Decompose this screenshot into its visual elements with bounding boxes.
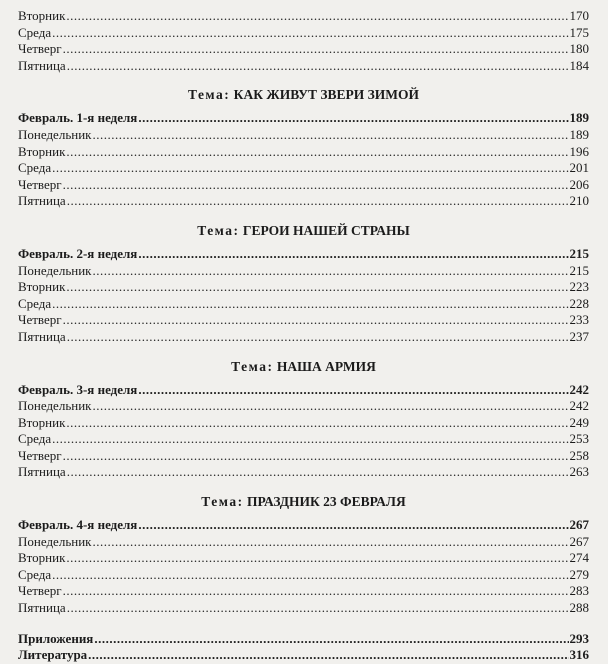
toc-page-number: 316 xyxy=(569,647,589,663)
dot-leader xyxy=(63,448,569,465)
dot-leader xyxy=(63,177,569,194)
toc-entry xyxy=(18,296,589,313)
theme-prefix: Тема: xyxy=(201,494,244,510)
toc-entry xyxy=(18,550,589,567)
toc-week-entry xyxy=(18,382,589,399)
toc-page-number: 233 xyxy=(569,312,589,328)
dot-leader xyxy=(63,583,569,600)
toc-page-number: 283 xyxy=(569,583,589,599)
dot-leader xyxy=(66,415,568,432)
toc-week-entry xyxy=(18,631,589,648)
dot-leader xyxy=(52,296,568,313)
toc-page-number: 274 xyxy=(569,550,589,566)
toc-entry-label: Четверг xyxy=(18,583,62,599)
toc-entry-label: Понедельник xyxy=(18,398,92,414)
dot-leader xyxy=(66,550,568,567)
dot-leader xyxy=(92,534,568,551)
dot-leader xyxy=(66,279,568,296)
toc-page-number: 180 xyxy=(569,41,589,57)
toc-entry xyxy=(18,567,589,584)
toc-entry xyxy=(18,279,589,296)
toc-entry xyxy=(18,193,589,210)
toc-week-entry xyxy=(18,110,589,127)
dot-leader xyxy=(52,431,568,448)
toc-entry xyxy=(18,448,589,465)
toc-entry xyxy=(18,58,589,75)
dot-leader xyxy=(138,246,568,263)
toc-entry xyxy=(18,144,589,161)
toc-entry xyxy=(18,600,589,617)
table-of-contents xyxy=(18,8,589,664)
toc-entry-label: Февраль. 4-я неделя xyxy=(18,517,138,533)
toc-page-number: 170 xyxy=(569,8,589,23)
dot-leader xyxy=(67,193,569,210)
toc-page-number: 175 xyxy=(569,24,589,40)
toc-page-number: 237 xyxy=(569,328,589,344)
toc-page-number: 206 xyxy=(569,176,589,192)
dot-leader xyxy=(92,127,568,144)
toc-page-number: 196 xyxy=(569,143,589,159)
dot-leader xyxy=(92,263,568,280)
dot-leader xyxy=(138,382,568,399)
toc-week-entry xyxy=(18,517,589,534)
toc-page-number: 263 xyxy=(569,464,589,480)
dot-leader xyxy=(92,398,568,415)
toc-entry-label: Вторник xyxy=(18,8,66,23)
toc-entry xyxy=(18,583,589,600)
toc-entry-label: Февраль. 1-я неделя xyxy=(18,110,138,126)
toc-page-number: 189 xyxy=(569,126,589,142)
toc-entry-label: Приложения xyxy=(18,630,94,646)
toc-entry-label: Среда xyxy=(18,24,52,40)
toc-entry-label: Вторник xyxy=(18,279,66,295)
dot-leader xyxy=(63,312,569,329)
toc-entry xyxy=(18,431,589,448)
toc-entry-label: Вторник xyxy=(18,414,66,430)
theme-heading xyxy=(18,86,589,104)
theme-heading xyxy=(18,222,589,240)
toc-entry-label: Пятница xyxy=(18,193,66,209)
toc-page-number: 242 xyxy=(569,381,589,397)
theme-heading xyxy=(18,493,589,511)
toc-page-number: 267 xyxy=(569,533,589,549)
theme-prefix: Тема: xyxy=(197,222,240,238)
toc-page-number: 215 xyxy=(569,262,589,278)
toc-entry-label: Февраль. 3-я неделя xyxy=(18,381,138,397)
toc-week-entry xyxy=(18,647,589,664)
toc-entry-label: Пятница xyxy=(18,464,66,480)
toc-page-number: 249 xyxy=(569,414,589,430)
toc-entry-label: Понедельник xyxy=(18,533,92,549)
toc-entry-label: Среда xyxy=(18,295,52,311)
theme-title: НАША АРМИЯ xyxy=(276,358,376,374)
dot-leader xyxy=(52,160,568,177)
toc-entry-label: Вторник xyxy=(18,550,66,566)
toc-entry xyxy=(18,177,589,194)
dot-leader xyxy=(67,329,569,346)
toc-page-number: 242 xyxy=(569,398,589,414)
toc-entry-label: Литература xyxy=(18,647,88,663)
dot-leader xyxy=(67,58,569,75)
toc-page-number: 201 xyxy=(569,160,589,176)
toc-page-number: 253 xyxy=(569,431,589,447)
toc-entry-label: Пятница xyxy=(18,57,66,73)
toc-page-number: 258 xyxy=(569,447,589,463)
toc-entry xyxy=(18,464,589,481)
toc-entry xyxy=(18,398,589,415)
toc-entry xyxy=(18,415,589,432)
dot-leader xyxy=(88,647,568,664)
dot-leader xyxy=(63,41,569,58)
toc-page-number: 210 xyxy=(569,193,589,209)
toc-entry xyxy=(18,160,589,177)
toc-entry xyxy=(18,8,589,25)
toc-entry xyxy=(18,534,589,551)
toc-page-number: 293 xyxy=(569,630,589,646)
toc-page-number: 184 xyxy=(569,57,589,73)
theme-prefix: Тема: xyxy=(231,358,274,374)
dot-leader xyxy=(94,631,568,648)
toc-entry-label: Четверг xyxy=(18,41,62,57)
theme-title: КАК ЖИВУТ ЗВЕРИ ЗИМОЙ xyxy=(233,87,420,103)
toc-page-number: 215 xyxy=(569,245,589,261)
toc-page-number: 223 xyxy=(569,279,589,295)
toc-entry-label: Среда xyxy=(18,160,52,176)
theme-prefix: Тема: xyxy=(187,87,231,103)
toc-entry-label: Четверг xyxy=(18,447,62,463)
theme-heading xyxy=(18,358,589,376)
toc-page-number: 279 xyxy=(569,566,589,582)
theme-title: ГЕРОИ НАШЕЙ СТРАНЫ xyxy=(242,222,410,238)
toc-week-entry xyxy=(18,246,589,263)
toc-entry-label: Вторник xyxy=(18,143,66,159)
toc-entry-label: Среда xyxy=(18,431,52,447)
toc-entry-label: Четверг xyxy=(18,176,62,192)
toc-entry xyxy=(18,329,589,346)
toc-entry-label: Пятница xyxy=(18,328,66,344)
dot-leader xyxy=(52,567,568,584)
toc-entry-label: Февраль. 2-я неделя xyxy=(18,245,138,261)
dot-leader xyxy=(67,600,569,617)
toc-page-number: 267 xyxy=(569,517,589,533)
toc-page-number: 228 xyxy=(569,295,589,311)
toc-entry xyxy=(18,41,589,58)
dot-leader xyxy=(67,464,569,481)
toc-entry xyxy=(18,263,589,280)
spacer xyxy=(18,617,589,631)
toc-entry xyxy=(18,312,589,329)
toc-entry-label: Понедельник xyxy=(18,262,92,278)
toc-page-number: 189 xyxy=(569,110,589,126)
dot-leader xyxy=(66,144,568,161)
toc-entry xyxy=(18,25,589,42)
toc-entry xyxy=(18,127,589,144)
dot-leader xyxy=(66,8,568,25)
toc-entry-label: Понедельник xyxy=(18,126,92,142)
toc-entry-label: Среда xyxy=(18,566,52,582)
toc-page-number: 288 xyxy=(569,600,589,616)
toc-entry-label: Четверг xyxy=(18,312,62,328)
dot-leader xyxy=(138,110,568,127)
theme-title: ПРАЗДНИК 23 ФЕВРАЛЯ xyxy=(246,494,406,510)
toc-entry-label: Пятница xyxy=(18,600,66,616)
dot-leader xyxy=(52,25,568,42)
dot-leader xyxy=(138,517,568,534)
